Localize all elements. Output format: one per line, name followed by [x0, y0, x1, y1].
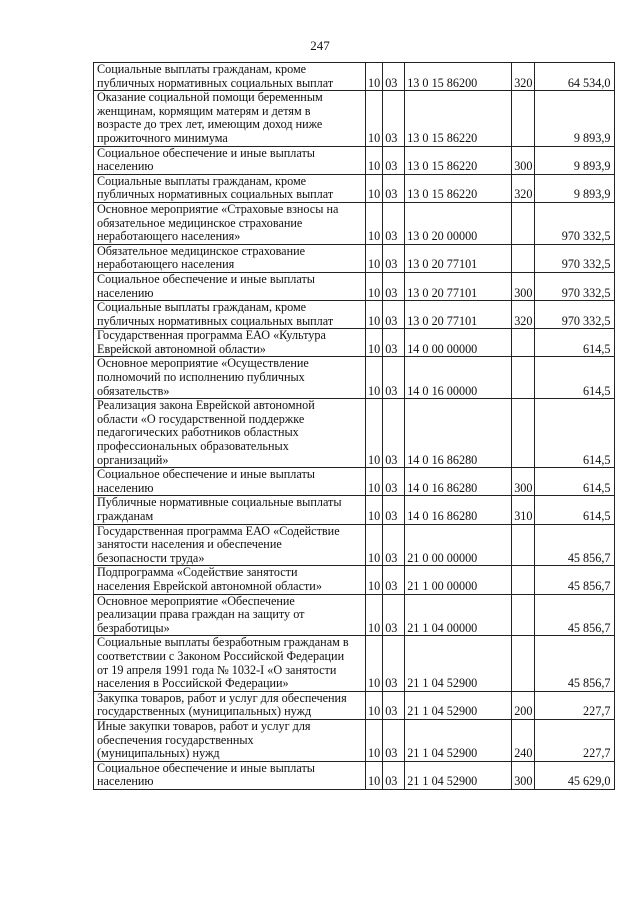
description-line: Основное мероприятие «Осуществление	[97, 356, 309, 371]
target-article-code: 21 1 04 52900	[405, 761, 512, 789]
amount: 64 534,0	[535, 63, 615, 91]
subsection-code: 03	[383, 399, 405, 468]
table-row	[94, 636, 615, 691]
amount: 614,5	[535, 496, 615, 524]
row-description	[94, 719, 366, 761]
description-line: женщинам, кормящим матерям и детям в	[97, 103, 311, 118]
description-line: публичных нормативных социальных выплат	[97, 75, 334, 90]
description-line: Публичные нормативные социальные выплаты	[97, 495, 342, 510]
table-row	[94, 91, 615, 146]
target-article-code: 13 0 20 00000	[405, 202, 512, 244]
expense-type-code	[512, 524, 535, 566]
subsection-code: 03	[383, 468, 405, 496]
row-description	[94, 496, 366, 524]
expense-type-code	[512, 244, 535, 272]
description-line: (муниципальных) нужд	[97, 746, 220, 761]
table-row	[94, 691, 615, 719]
description-line: населения в Российской Федерации»	[97, 676, 289, 691]
target-article-code: 14 0 16 86280	[405, 399, 512, 468]
description-line: Государственная программа ЕАО «Культура	[97, 328, 326, 343]
target-article-code: 14 0 16 00000	[405, 357, 512, 399]
target-article-code: 13 0 20 77101	[405, 244, 512, 272]
description-line: публичных нормативных социальных выплат	[97, 187, 334, 202]
amount: 45 856,7	[535, 594, 615, 636]
expense-type-code: 300	[512, 468, 535, 496]
description-line: гражданам	[97, 509, 154, 523]
section-code: 10	[366, 691, 383, 719]
description-line: Реализация закона Еврейской автономной	[97, 398, 315, 413]
target-article-code: 21 1 04 52900	[405, 719, 512, 761]
table-row	[94, 496, 615, 524]
expense-type-code: 310	[512, 496, 535, 524]
section-code: 10	[366, 496, 383, 524]
table-row	[94, 202, 615, 244]
description-line: Основное мероприятие «Страховые взносы на	[97, 201, 339, 216]
expense-type-code	[512, 202, 535, 244]
expense-type-code	[512, 357, 535, 399]
subsection-code: 03	[383, 63, 405, 91]
subsection-code: 03	[383, 761, 405, 789]
section-code: 10	[366, 566, 383, 594]
description-line: полномочий по исполнению публичных	[97, 370, 305, 385]
expense-type-code	[512, 399, 535, 468]
target-article-code: 14 0 16 86280	[405, 496, 512, 524]
row-description	[94, 202, 366, 244]
table-row	[94, 399, 615, 468]
expense-type-code	[512, 329, 535, 357]
row-description	[94, 63, 366, 91]
description-line: населению	[97, 285, 154, 300]
subsection-code: 03	[383, 524, 405, 566]
description-line: Социальное обеспечение и иные выплаты	[97, 760, 315, 775]
description-line: реализации права граждан на защиту от	[97, 607, 305, 622]
description-line: Основное мероприятие «Обеспечение	[97, 593, 295, 608]
amount: 614,5	[535, 399, 615, 468]
description-line: населению	[97, 480, 154, 495]
table-row	[94, 594, 615, 636]
amount: 970 332,5	[535, 244, 615, 272]
expense-type-code: 320	[512, 174, 535, 202]
subsection-code: 03	[383, 719, 405, 761]
budget-table	[93, 62, 615, 790]
amount: 970 332,5	[535, 202, 615, 244]
amount: 227,7	[535, 691, 615, 719]
row-description	[94, 174, 366, 202]
section-code: 10	[366, 329, 383, 357]
description-line: населению	[97, 159, 154, 174]
description-line: области «О государственной поддержке	[97, 411, 305, 426]
amount: 45 629,0	[535, 761, 615, 789]
table-row	[94, 357, 615, 399]
description-line: Оказание социальной помощи беременным	[97, 90, 323, 105]
amount: 45 856,7	[535, 636, 615, 691]
expense-type-code	[512, 91, 535, 146]
section-code: 10	[366, 399, 383, 468]
row-description	[94, 761, 366, 789]
description-line: Социальное обеспечение и иные выплаты	[97, 271, 315, 286]
target-article-code: 21 1 04 00000	[405, 594, 512, 636]
description-line: публичных нормативных социальных выплат	[97, 313, 334, 328]
subsection-code: 03	[383, 636, 405, 691]
expense-type-code: 200	[512, 691, 535, 719]
section-code: 10	[366, 719, 383, 761]
target-article-code: 21 0 00 00000	[405, 524, 512, 566]
section-code: 10	[366, 301, 383, 329]
description-line: организаций»	[97, 452, 169, 467]
row-description	[94, 594, 366, 636]
description-line: соответствии с Законом Российской Федерации	[97, 648, 345, 663]
description-line: Обязательное медицинское страхование	[97, 243, 306, 258]
expense-type-code	[512, 636, 535, 691]
section-code: 10	[366, 63, 383, 91]
description-line: Социальные выплаты безработным гражданам в	[97, 635, 349, 650]
subsection-code: 03	[383, 594, 405, 636]
target-article-code: 21 1 04 52900	[405, 691, 512, 719]
description-line: Еврейской автономной области»	[97, 341, 266, 356]
row-description	[94, 636, 366, 691]
description-line: Государственная программа ЕАО «Содействие	[97, 523, 340, 538]
description-line: прожиточного минимума	[97, 130, 228, 145]
section-code: 10	[366, 272, 383, 300]
description-line: безопасности труда»	[97, 550, 205, 565]
table-row	[94, 524, 615, 566]
description-line: обеспечения государственных	[97, 732, 254, 747]
table-row	[94, 761, 615, 789]
expense-type-code: 300	[512, 761, 535, 789]
description-line: занятости населения и обеспечение	[97, 537, 282, 552]
amount: 9 893,9	[535, 146, 615, 174]
subsection-code: 03	[383, 202, 405, 244]
target-article-code: 14 0 00 00000	[405, 329, 512, 357]
description-line: неработающего населения»	[97, 229, 241, 244]
expense-type-code: 320	[512, 301, 535, 329]
subsection-code: 03	[383, 174, 405, 202]
subsection-code: 03	[383, 91, 405, 146]
description-line: Закупка товаров, работ и услуг для обеспечения	[97, 690, 347, 705]
amount: 614,5	[535, 329, 615, 357]
amount: 9 893,9	[535, 91, 615, 146]
target-article-code: 13 0 15 86220	[405, 146, 512, 174]
target-article-code: 21 1 04 52900	[405, 636, 512, 691]
row-description	[94, 301, 366, 329]
target-article-code: 13 0 15 86200	[405, 63, 512, 91]
section-code: 10	[366, 468, 383, 496]
table-row	[94, 174, 615, 202]
table-row	[94, 719, 615, 761]
table-row	[94, 272, 615, 300]
target-article-code: 21 1 00 00000	[405, 566, 512, 594]
table-row	[94, 329, 615, 357]
description-line: неработающего населения	[97, 257, 235, 272]
table-row	[94, 244, 615, 272]
row-description	[94, 329, 366, 357]
target-article-code: 13 0 15 86220	[405, 174, 512, 202]
page-number: 247	[310, 38, 330, 53]
amount: 970 332,5	[535, 301, 615, 329]
description-line: профессиональных образовательных	[97, 439, 289, 454]
target-article-code: 13 0 15 86220	[405, 91, 512, 146]
section-code: 10	[366, 146, 383, 174]
section-code: 10	[366, 524, 383, 566]
subsection-code: 03	[383, 329, 405, 357]
subsection-code: 03	[383, 496, 405, 524]
section-code: 10	[366, 91, 383, 146]
row-description	[94, 691, 366, 719]
subsection-code: 03	[383, 566, 405, 594]
description-line: Подпрограмма «Содействие занятости	[97, 565, 298, 580]
subsection-code: 03	[383, 146, 405, 174]
expense-type-code	[512, 566, 535, 594]
row-description	[94, 146, 366, 174]
description-line: Социальные выплаты гражданам, кроме	[97, 173, 307, 188]
description-line: Социальное обеспечение и иные выплаты	[97, 145, 315, 160]
row-description	[94, 468, 366, 496]
section-code: 10	[366, 202, 383, 244]
description-line: возрасте до трех лет, имеющим доход ниже	[97, 117, 323, 132]
section-code: 10	[366, 636, 383, 691]
description-line: Социальные выплаты гражданам, кроме	[97, 62, 307, 76]
subsection-code: 03	[383, 301, 405, 329]
table-row	[94, 468, 615, 496]
section-code: 10	[366, 244, 383, 272]
amount: 970 332,5	[535, 272, 615, 300]
description-line: обязательное медицинское страхование	[97, 215, 303, 230]
description-line: населения Еврейской автономной области»	[97, 578, 322, 593]
amount: 45 856,7	[535, 566, 615, 594]
subsection-code: 03	[383, 244, 405, 272]
expense-type-code: 300	[512, 146, 535, 174]
expense-type-code: 320	[512, 63, 535, 91]
amount: 227,7	[535, 719, 615, 761]
section-code: 10	[366, 761, 383, 789]
row-description	[94, 566, 366, 594]
target-article-code: 13 0 20 77101	[405, 272, 512, 300]
description-line: государственных (муниципальных) нужд	[97, 704, 312, 719]
row-description	[94, 244, 366, 272]
table-row	[94, 566, 615, 594]
subsection-code: 03	[383, 357, 405, 399]
amount: 614,5	[535, 357, 615, 399]
amount: 9 893,9	[535, 174, 615, 202]
target-article-code: 14 0 16 86280	[405, 468, 512, 496]
row-description	[94, 357, 366, 399]
subsection-code: 03	[383, 272, 405, 300]
expense-type-code: 240	[512, 719, 535, 761]
description-line: населению	[97, 774, 154, 789]
section-code: 10	[366, 357, 383, 399]
expense-type-code	[512, 594, 535, 636]
description-line: безработицы»	[97, 620, 170, 635]
description-line: педагогических работников областных	[97, 425, 299, 440]
section-code: 10	[366, 594, 383, 636]
description-line: Социальное обеспечение и иные выплаты	[97, 467, 315, 482]
table-row	[94, 301, 615, 329]
amount: 45 856,7	[535, 524, 615, 566]
row-description	[94, 399, 366, 468]
table-row	[94, 63, 615, 91]
description-line: от 19 апреля 1991 года № 1032-I «О занятости	[97, 662, 337, 677]
description-line: обязательств»	[97, 383, 170, 398]
subsection-code: 03	[383, 691, 405, 719]
row-description	[94, 272, 366, 300]
row-description	[94, 91, 366, 146]
target-article-code: 13 0 20 77101	[405, 301, 512, 329]
description-line: Социальные выплаты гражданам, кроме	[97, 300, 307, 315]
table-row	[94, 146, 615, 174]
description-line: Иные закупки товаров, работ и услуг для	[97, 718, 311, 733]
amount: 614,5	[535, 468, 615, 496]
row-description	[94, 524, 366, 566]
expense-type-code: 300	[512, 272, 535, 300]
section-code: 10	[366, 174, 383, 202]
